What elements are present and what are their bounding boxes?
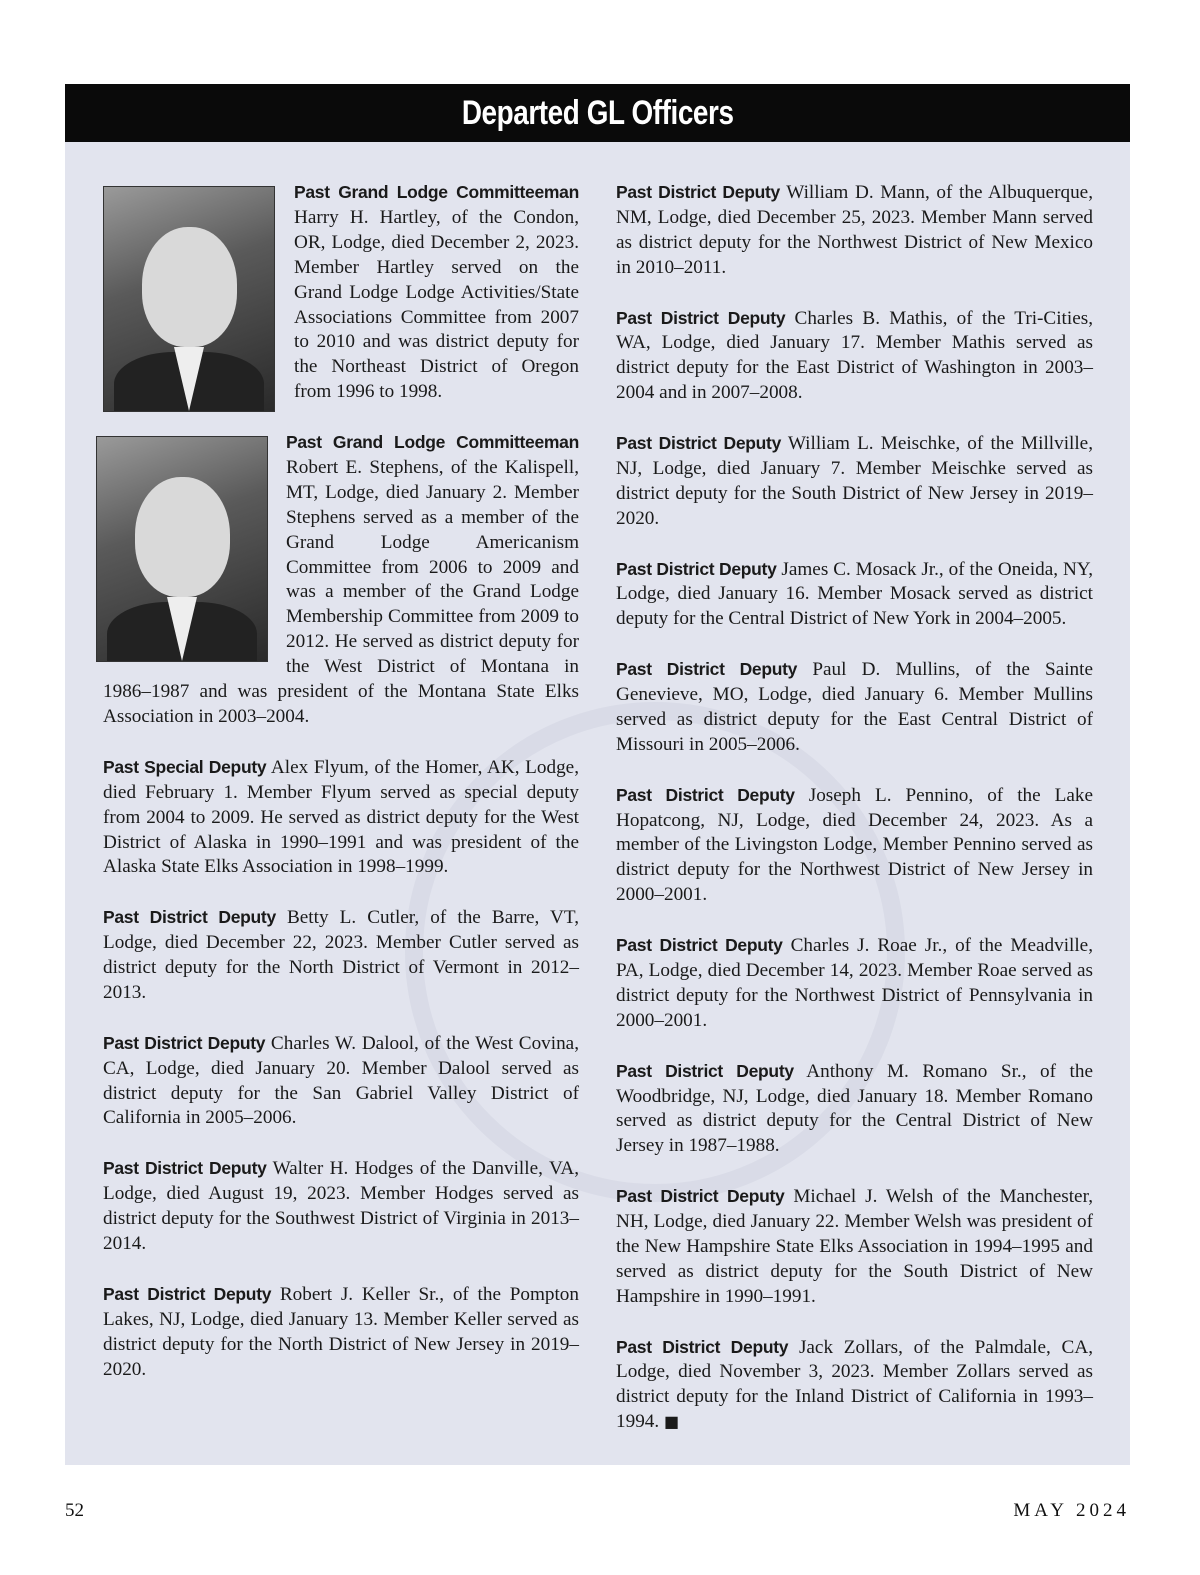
entry-body: Charles B. Mathis, of the Tri-Cities, WA, Lodge, died January 17. Member Mathis served as district deputy for the East District of Washington in 2003–2004 and in 2007–2008. — [616, 307, 1093, 404]
obituary-entry — [103, 1282, 579, 1383]
entry-title: Past District Deputy — [616, 935, 783, 956]
entry-body: Anthony M. Romano Sr., of the Woodbridge, NJ, Lodge, died January 18. Member Romano served as district deputy for the Central District of New Jersey in 1987–1988. — [616, 1060, 1093, 1157]
obituary-entry — [616, 180, 1093, 281]
entry-body: Charles J. Roae Jr., of the Meadville, PA, Lodge, died December 14, 2023. Member Roae served as district deputy for the Northwest District of Pennsylvania in 2000–2001. — [616, 935, 1093, 1031]
obituary-entry — [616, 783, 1093, 909]
entry-body: Walter H. Hodges of the Danville, VA, Lodge, died August 19, 2023. Member Hodges served as district deputy for the Southwest District of Virginia in 2013–2014. — [103, 1158, 579, 1254]
entry-title: Past District Deputy — [616, 558, 777, 579]
entry-body: William D. Mann, of the Albuquerque, NM, Lodge, died December 25, 2023. Member Mann served as district deputy for the Northwest District of New Mexico in 2010–2011. — [616, 182, 1093, 278]
obituary-entry — [103, 1031, 579, 1132]
obituary-entry — [616, 1059, 1093, 1160]
entry-body: Joseph L. Pennino, of the Lake Hopatcong, NJ, Lodge, died December 24, 2023. As a member of the Livingston Lodge, Member Pennino served as district deputy for the Northwest District of New Jersey in 2000–2001. — [616, 784, 1093, 906]
entry-title: Past District Deputy — [616, 433, 782, 454]
entry-body: Robert J. Keller Sr., of the Pompton Lakes, NJ, Lodge, died January 13. Member Keller served as district deputy for the North District of New Jersey in 2019–2020. — [103, 1283, 579, 1380]
obituary-entry — [103, 905, 579, 1006]
obituary-entry — [616, 1184, 1093, 1310]
entry-title: Past District Deputy — [103, 1283, 272, 1304]
obituary-entry — [616, 1335, 1093, 1436]
entry-body: Michael J. Welsh of the Manchester, NH, Lodge, died January 22. Member Welsh was president of the New Hampshire State Elks Association in 1994–1995 and served as district deputy for the South District of New Hampshire in 1990–1991. — [616, 1186, 1093, 1307]
obituary-entry — [616, 657, 1093, 758]
entry-body: Robert E. Stephens, of the Kalispell, MT, Lodge, died January 2. Member Stephens served as a member of the Grand Lodge Americanism Committee from 2006 to 2009 and was a member of the Grand Lodge Membership Committee from 2009 to 2012. He served as district deputy for the West District of Montana in 1986–1987 and was president of the Montana State Elks Association in 2003–2004. — [103, 456, 579, 728]
entry-body: William L. Meischke, of the Millville, NJ, Lodge, died January 7. Member Meischke served as district deputy for the South District of New Jersey in 2019–2020. — [616, 433, 1093, 529]
entry-body: Charles W. Dalool, of the West Covina, CA, Lodge, died January 20. Member Dalool served as district deputy for the San Gabriel Valley District of California in 2005–2006. — [103, 1032, 579, 1129]
entry-title: Past Grand Lodge Committeeman — [286, 432, 579, 453]
obituary-entry — [616, 431, 1093, 532]
entry-title: Past District Deputy — [616, 1060, 794, 1081]
page-number: 52 — [65, 1500, 84, 1521]
obituary-entry — [103, 755, 579, 881]
end-mark-icon: ■ — [663, 1412, 680, 1432]
entry-title: Past District Deputy — [103, 1032, 266, 1053]
entry-title: Past District Deputy — [616, 182, 780, 202]
left-column — [103, 180, 579, 1407]
issue-date: MAY 2024 — [1013, 1500, 1130, 1521]
entry-body: Harry H. Hartley, of the Condon, OR, Lodge, died December 2, 2023. Member Hartley served on the Grand Lodge Lodge Activities/State Associations Committee from 2007 to 2010 and was district deputy for the Northeast District of Oregon from 1996 to 1998. — [294, 206, 579, 403]
portrait-photo-hartley — [103, 186, 275, 412]
entry-title: Past District Deputy — [103, 907, 276, 928]
entry-title: Past District Deputy — [616, 784, 795, 805]
obituary-entry — [616, 933, 1093, 1034]
entry-title: Past District Deputy — [616, 1186, 785, 1207]
entry-title: Past Special Deputy — [103, 756, 267, 777]
obituary-entry — [616, 306, 1093, 407]
entry-body: Alex Flyum, of the Homer, AK, Lodge, died February 1. Member Flyum served as special deputy from 2004 to 2009. He served as district deputy for the West District of Alaska in 1990–1991 and was president of the Alaska State Elks Association in 1998–1999. — [103, 756, 579, 878]
entry-body: Paul D. Mullins, of the Sainte Genevieve, MO, Lodge, died January 6. Member Mullins served as district deputy for the East Central District of Missouri in 2005–2006. — [616, 659, 1093, 755]
entry-title: Past District Deputy — [616, 659, 798, 680]
right-column — [616, 180, 1093, 1460]
obituary-entry — [616, 557, 1093, 633]
entry-body: James C. Mosack Jr., of the Oneida, NY, Lodge, died January 16. Member Mosack served as district deputy for the Central District of New York in 2004–2005. — [616, 558, 1093, 630]
entry-title: Past District Deputy — [103, 1158, 267, 1179]
obituary-entry — [103, 1156, 579, 1257]
entry-body: Jack Zollars, of the Palmdale, CA, Lodge, died November 3, 2023. Member Zollars served as district deputy for the Inland District of California in 1993–1994. — [616, 1336, 1094, 1433]
page-title: Departed GL Officers — [461, 94, 734, 132]
entry-body: Betty L. Cutler, of the Barre, VT, Lodge, died December 22, 2023. Member Cutler served as district deputy for the North District of Vermont in 2012–2013. — [103, 907, 579, 1003]
portrait-photo-stephens — [96, 436, 268, 662]
entry-title: Past District Deputy — [616, 307, 786, 328]
page-title-bar — [65, 84, 1130, 142]
entry-title: Past Grand Lodge Committeeman — [294, 182, 579, 202]
entry-title: Past District Deputy — [616, 1336, 789, 1357]
